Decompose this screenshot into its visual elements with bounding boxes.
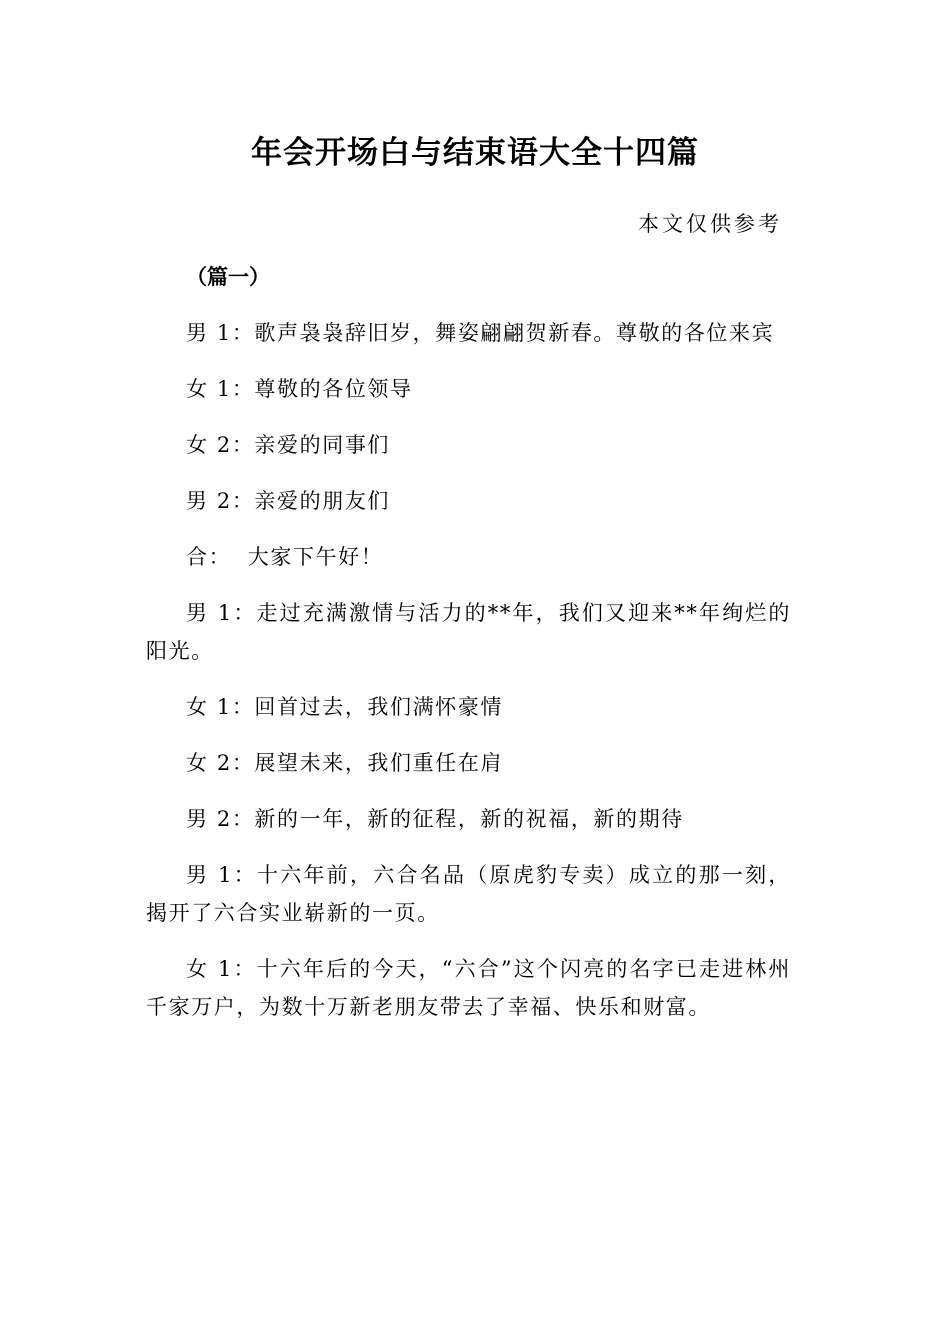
paragraph: 男 1：走过充满激情与活力的**年，我们又迎来**年绚烂的阳光。 <box>146 601 791 663</box>
paragraph: 合： 大家下午好！ <box>186 545 384 569</box>
document-title: 年会开场白与结束语大全十四篇 <box>251 135 699 171</box>
paragraph: 女 2：亲爱的同事们 <box>186 433 391 457</box>
section-heading: （篇一） <box>186 265 270 289</box>
paragraph: 男 1：十六年前，六合名品（原虎豹专卖）成立的那一刻，揭开了六合实业崭新的一页。 <box>146 863 791 925</box>
paragraph: 女 1：十六年后的今天，“六合”这个闪亮的名字已走进林州千家万户，为数十万新老朋友带去了幸福、快乐和财富。 <box>146 957 791 1019</box>
reference-note: 本文仅供参考 <box>638 212 782 236</box>
paragraph: 男 2：新的一年，新的征程，新的祝福，新的期待 <box>186 807 684 831</box>
paragraph: 女 1：回首过去，我们满怀豪情 <box>186 695 504 719</box>
paragraph: 女 1：尊敬的各位领导 <box>186 377 413 401</box>
paragraph: 男 2：亲爱的朋友们 <box>186 489 391 513</box>
document-body <box>146 314 791 1044</box>
paragraph: 女 2：展望未来，我们重任在肩 <box>186 751 504 775</box>
paragraph: 男 1：歌声袅袅辞旧岁，舞姿翩翩贺新春。尊敬的各位来宾 <box>186 321 775 345</box>
